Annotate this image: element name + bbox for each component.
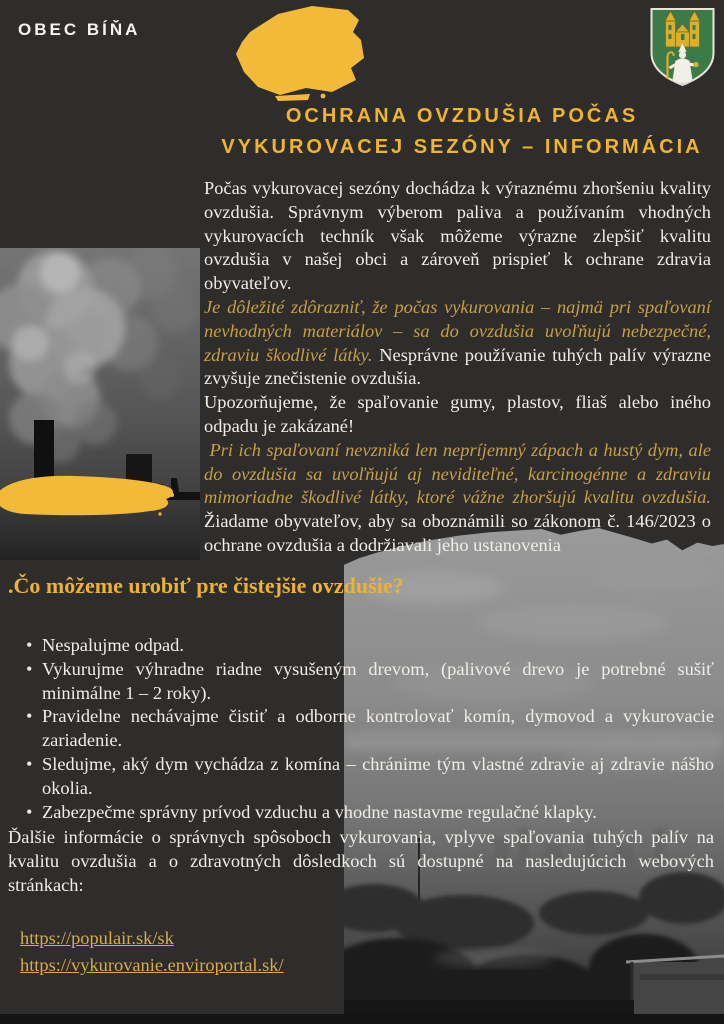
more-info-text: Ďalšie informácie o správnych spôsoboch vykurovania, vplyve spaľovania tuhých palív na kvalitu ovzdušia a o zdravotných dôsledkoch sú dostupné na nasledujúcich webových stránkach: <box>8 827 714 895</box>
list-item: • Zabezpečme správny prívod vzduchu a vhodne nastavme regulačné klapky. <box>26 801 714 825</box>
intro-text <box>204 177 711 558</box>
smoke-chimney-photo <box>0 248 200 560</box>
intro-highlight-2: Pri ich spaľovaní nevzniká len nepríjemný zápach a hustý dym, ale do ovzdušia sa uvoľňujú aj neviditeľné, karcinogénne a zdraviu mimoriadne škodlivé látky, ktoré vážne zhoršujú kvalitu ovzdušia. <box>204 439 711 508</box>
bullet-icon: • <box>26 706 33 727</box>
list-item: • Vykurujme výhradne riadne vysušeným drevom, (palivové drevo je potrebné sušiť minimálne 1 – 2 roky). <box>26 658 714 706</box>
link-enviroportal[interactable]: https://vykurovanie.enviroportal.sk/ <box>20 955 284 975</box>
bullet-icon: • <box>26 753 33 774</box>
municipality-name: OBEC BÍŇA <box>18 20 141 39</box>
bottom-edge-strip <box>0 1014 724 1024</box>
intro-paragraph-1: Počas vykurovacej sezóny dochádza k výraznému zhoršeniu kvality ovzdušia. Správnym výberom paliva a používaním vhodných vykurovacích techník však môžeme výrazne zlepšiť kvalitu ovzdušia v našej obci a zároveň prispieť k ochrane zdravia obyvateľov. <box>204 178 711 294</box>
paint-splash-icon <box>220 2 370 104</box>
intro-highlight-1: Je dôležité zdôrazniť, že počas vykurovania – najmä pri spaľovaní nevhodných materiálov – sa do ovzdušia uvoľňujú nebezpečné, zdraviu škodlivé látky. <box>204 296 711 365</box>
bullet-icon: • <box>26 801 33 822</box>
list-item: • Nespalujme odpad. <box>26 634 714 658</box>
page-title: OCHRANA OVZDUŠIA POČAS VYKUROVACEJ SEZÓNY – INFORMÁCIA <box>221 105 703 158</box>
links-block <box>20 925 284 979</box>
list-item: • Sledujme, aký dym vychádza z komína – chránime tým vlastné zdravie aj zdravie nášho okolia. <box>26 753 714 801</box>
tips-heading: .Čo môžeme urobiť pre čistejšie ovzdušie? <box>8 573 404 598</box>
bullet-icon: • <box>26 658 33 679</box>
intro-paragraph-2: Nesprávne používanie tuhých palív výrazne zvyšuje znečistenie ovzdušia. <box>204 344 711 389</box>
tips-list <box>26 634 714 824</box>
list-item: • Pravidelne nechávajme čistiť a odborne kontrolovať komín, dymovod a vykurovacie zariadenie. <box>26 705 714 753</box>
intro-paragraph-4: Žiadame obyvateľov, aby sa oboznámili so zákonom č. 146/2023 o ochrane ovzdušia a dodržiavali jeho ustanovenia <box>204 511 711 555</box>
link-populair[interactable]: https://populair.sk/sk <box>20 928 174 948</box>
bullet-icon: • <box>26 635 33 655</box>
coat-of-arms-icon <box>649 7 716 87</box>
intro-paragraph-3: Upozorňujeme, že spaľovanie gumy, plastov, fliaš alebo iného odpadu je zakázané! <box>204 392 711 436</box>
